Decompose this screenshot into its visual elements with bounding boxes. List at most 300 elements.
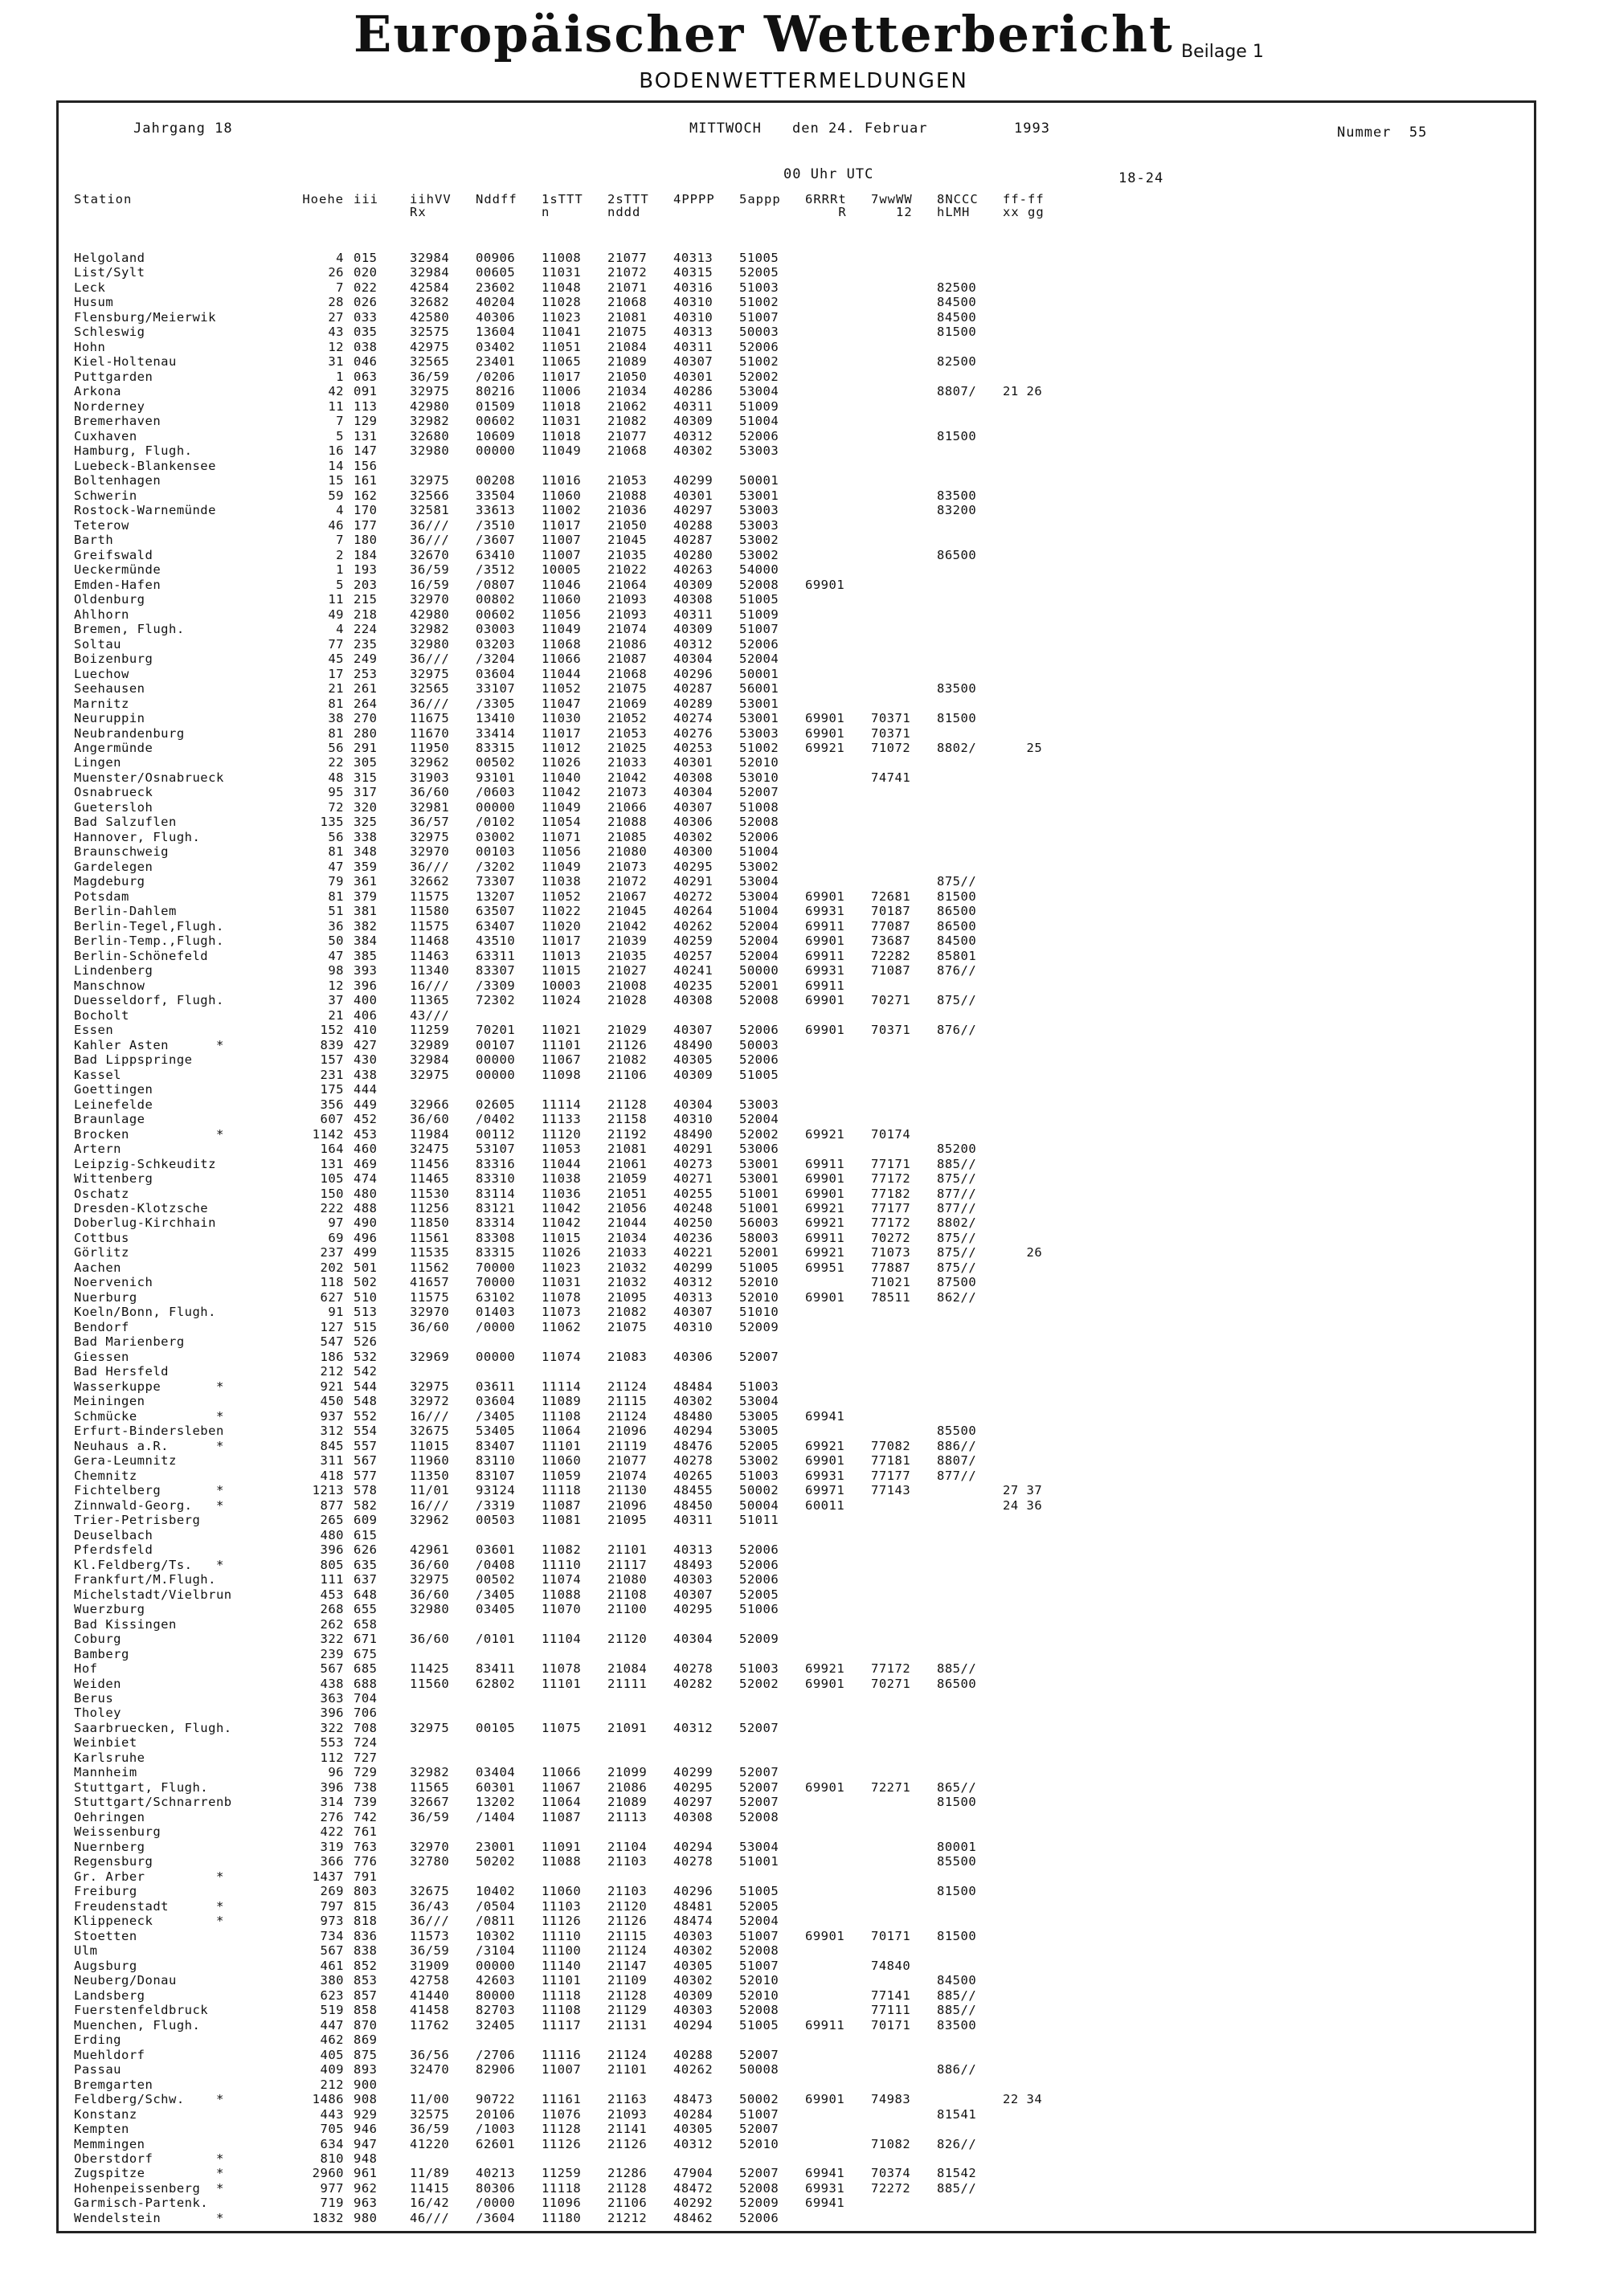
table-row — [74, 2166, 1069, 2180]
station-height: 131 — [320, 1156, 344, 1171]
group-8nccc — [937, 459, 1003, 473]
station-height: 797 — [320, 1898, 344, 1914]
group-4pppp — [673, 1082, 739, 1097]
group-nddff: 32405 — [476, 2017, 516, 2032]
station-height: 202 — [320, 1260, 344, 1275]
group-5appp: 51002 — [739, 295, 779, 310]
group-iihvv: 11350 — [410, 1468, 450, 1483]
group-ff — [1003, 1453, 1069, 1468]
group-4pppp: 40302 — [673, 1943, 714, 1959]
table-row — [74, 488, 1069, 503]
station-name: Schleswig — [74, 325, 145, 340]
table-row — [74, 2077, 1069, 2092]
group-4pppp — [673, 1647, 739, 1661]
table-row — [74, 1290, 1069, 1305]
group-7wwww — [871, 2196, 937, 2210]
group-nddff: 13410 — [476, 711, 516, 726]
group-8nccc: 886// — [937, 2062, 977, 2077]
group-ff — [1003, 1082, 1069, 1097]
group-ff — [1003, 1899, 1069, 1914]
table-row — [74, 1587, 1069, 1602]
group-1sttt: 11030 — [542, 711, 582, 726]
table-row — [74, 1558, 1069, 1572]
group-6rrrt — [805, 354, 871, 369]
group-7wwww — [871, 340, 937, 354]
group-nddff: 03611 — [476, 1379, 516, 1394]
station-height: 607 — [320, 1112, 344, 1127]
station-name: Hohn — [74, 339, 106, 354]
group-2sttt: 21089 — [607, 354, 648, 370]
group-1sttt — [542, 1869, 607, 1884]
station-height: 269 — [320, 1884, 344, 1899]
group-2sttt: 21056 — [607, 1201, 648, 1215]
group-ff — [1003, 874, 1069, 889]
group-4pppp — [673, 2077, 739, 2092]
station-name: Potsdam — [74, 889, 129, 904]
group-2sttt: 21050 — [607, 369, 648, 384]
group-4pppp: 40294 — [673, 1424, 714, 1439]
group-8nccc — [937, 1542, 1003, 1557]
group-5appp: 52007 — [739, 2122, 779, 2137]
group-ff — [1003, 1558, 1069, 1572]
group-iihvv: 32575 — [410, 325, 450, 340]
group-iihvv — [410, 1869, 476, 1884]
group-iihvv: 32966 — [410, 1097, 450, 1112]
station-height: 15 — [328, 473, 344, 488]
group-7wwww — [871, 1869, 937, 1884]
group-1sttt: 11024 — [542, 993, 582, 1008]
group-1sttt: 11021 — [542, 1023, 582, 1038]
group-7wwww — [871, 978, 937, 993]
group-ff — [1003, 1201, 1069, 1215]
station-height: 311 — [320, 1453, 344, 1469]
group-8nccc: 83500 — [937, 488, 977, 503]
group-5appp — [739, 1617, 805, 1632]
station-id: 869 — [354, 2032, 378, 2048]
group-7wwww — [871, 1379, 937, 1394]
group-6rrrt — [805, 1869, 871, 1884]
group-7wwww — [871, 1350, 937, 1364]
group-8nccc: 81500 — [937, 428, 977, 443]
station-name: Magdeburg — [74, 874, 145, 889]
group-4pppp — [673, 1706, 739, 1720]
group-1sttt: 11056 — [542, 607, 582, 622]
group-1sttt: 11067 — [542, 1779, 582, 1795]
group-8nccc — [937, 755, 1003, 770]
group-ff — [1003, 2107, 1069, 2122]
station-name: Osnabrueck — [74, 785, 153, 800]
station-id: 359 — [354, 859, 378, 874]
table-row — [74, 978, 1069, 993]
group-ff — [1003, 1068, 1069, 1082]
group-1sttt: 11007 — [542, 547, 582, 562]
group-4pppp: 40309 — [673, 577, 714, 592]
group-ff — [1003, 1350, 1069, 1364]
station-id: 453 — [354, 1126, 378, 1142]
station-height: 81 — [328, 844, 344, 860]
group-2sttt: 21036 — [607, 503, 648, 518]
group-5appp: 52007 — [739, 2166, 779, 2181]
group-iihvv: 32982 — [410, 1765, 450, 1780]
group-iihvv: 11530 — [410, 1186, 450, 1201]
group-iihvv: 32962 — [410, 755, 450, 770]
group-1sttt: 11007 — [542, 2062, 582, 2077]
group-5appp: 50002 — [739, 1483, 779, 1498]
station-id: 184 — [354, 547, 378, 562]
group-6rrrt: 69901 — [805, 725, 845, 741]
group-6rrrt — [805, 1334, 871, 1349]
station-name: Oehringen — [74, 1809, 145, 1824]
station-name: Kl.Feldberg/Ts. * — [74, 1557, 224, 1572]
group-nddff: /3204 — [476, 652, 516, 667]
group-5appp — [739, 1824, 805, 1839]
group-1sttt: 11060 — [542, 488, 582, 503]
station-name: List/Sylt — [74, 265, 145, 280]
station-height: 1213 — [312, 1483, 344, 1498]
group-5appp: 51004 — [739, 414, 779, 429]
station-height: 845 — [320, 1438, 344, 1453]
group-8nccc: 876// — [937, 963, 977, 978]
group-1sttt: 11118 — [542, 1988, 582, 2003]
group-nddff — [476, 1528, 542, 1542]
group-nddff: /3510 — [476, 517, 516, 533]
group-6rrrt: 69971 — [805, 1483, 845, 1498]
station-height: 16 — [328, 443, 344, 459]
station-id: 502 — [354, 1275, 378, 1290]
group-8nccc: 885// — [937, 2180, 977, 2196]
group-1sttt: 11013 — [542, 948, 582, 963]
group-2sttt — [607, 2151, 673, 2166]
table-row — [74, 711, 1069, 725]
group-4pppp: 40264 — [673, 904, 714, 919]
group-4pppp: 40236 — [673, 1230, 714, 1245]
group-iihvv: 36/59 — [410, 2122, 450, 2137]
group-8nccc — [937, 1127, 1003, 1142]
station-height: 461 — [320, 1958, 344, 1973]
group-4pppp: 40296 — [673, 1884, 714, 1899]
group-5appp: 52002 — [739, 1126, 779, 1142]
station-height: 396 — [320, 1779, 344, 1795]
date-label: den 24. Februar — [792, 121, 928, 137]
group-4pppp — [673, 459, 739, 473]
group-5appp — [739, 1706, 805, 1720]
group-2sttt: 21045 — [607, 533, 648, 548]
group-nddff: 00000 — [476, 799, 516, 815]
col-header-6rrrt: 6RRRt R — [805, 192, 847, 219]
group-1sttt: 11087 — [542, 1809, 582, 1824]
station-name: Bendorf — [74, 1319, 129, 1334]
group-5appp: 52010 — [739, 1289, 779, 1305]
observation-time-label: 00 Uhr UTC — [783, 166, 874, 182]
table-row — [74, 414, 1069, 428]
group-5appp — [739, 1691, 805, 1706]
group-2sttt: 21147 — [607, 1958, 648, 1973]
group-nddff: 80000 — [476, 1988, 516, 2003]
group-6rrrt — [805, 622, 871, 636]
group-2sttt: 21085 — [607, 829, 648, 844]
group-6rrrt — [805, 2003, 871, 2017]
station-id: 582 — [354, 1497, 378, 1513]
group-8nccc — [937, 562, 1003, 577]
group-5appp: 52006 — [739, 1023, 779, 1038]
group-1sttt: 11104 — [542, 1632, 582, 1647]
group-8nccc: 82500 — [937, 280, 977, 295]
group-nddff: /0603 — [476, 785, 516, 800]
group-7wwww — [871, 1721, 937, 1735]
group-nddff: 72302 — [476, 993, 516, 1008]
station-name: Ueckermünde — [74, 562, 162, 578]
group-2sttt: 21039 — [607, 934, 648, 949]
group-5appp: 51007 — [739, 2106, 779, 2122]
table-row — [74, 2032, 1069, 2047]
group-7wwww — [871, 429, 937, 443]
group-1sttt: 11071 — [542, 829, 582, 844]
group-1sttt: 11062 — [542, 1319, 582, 1334]
group-iihvv: 32675 — [410, 1884, 450, 1899]
group-iihvv: 32984 — [410, 1052, 450, 1068]
station-height: 12 — [328, 339, 344, 354]
group-nddff: /0408 — [476, 1557, 516, 1572]
group-iihvv: 11456 — [410, 1156, 450, 1171]
group-ff — [1003, 1409, 1069, 1424]
group-8nccc — [937, 1364, 1003, 1379]
group-1sttt: 11118 — [542, 1483, 582, 1498]
group-ff — [1003, 652, 1069, 666]
group-6rrrt — [805, 2151, 871, 2166]
group-ff — [1003, 637, 1069, 652]
group-5appp — [739, 1751, 805, 1765]
group-ff — [1003, 1260, 1069, 1275]
group-5appp: 52002 — [739, 1676, 779, 1691]
station-name: Seehausen — [74, 681, 145, 697]
group-8nccc — [937, 2077, 1003, 2092]
group-iihvv: 42584 — [410, 280, 450, 295]
group-iihvv: 32780 — [410, 1854, 450, 1869]
group-7wwww — [871, 1884, 937, 1898]
group-nddff: 63311 — [476, 948, 516, 963]
group-nddff: 03203 — [476, 636, 516, 652]
col-header-1sttt: 1sTTT n — [542, 192, 583, 219]
group-iihvv: 11960 — [410, 1453, 450, 1469]
group-2sttt — [607, 2032, 673, 2047]
group-5appp: 52006 — [739, 2210, 779, 2225]
group-iihvv: 32970 — [410, 844, 450, 860]
group-ff — [1003, 370, 1069, 384]
table-row — [74, 1632, 1069, 1646]
station-height: 43 — [328, 325, 344, 340]
group-1sttt — [542, 1082, 607, 1097]
group-8nccc — [937, 815, 1003, 829]
group-2sttt: 21059 — [607, 1171, 648, 1187]
group-ff — [1003, 414, 1069, 428]
table-row — [74, 815, 1069, 829]
table-row — [74, 652, 1069, 666]
table-row — [74, 1201, 1069, 1215]
group-nddff: 83314 — [476, 1215, 516, 1231]
group-iihvv: 36/// — [410, 696, 450, 711]
group-iihvv: 36/// — [410, 859, 450, 874]
group-6rrrt — [805, 1647, 871, 1661]
group-6rrrt — [805, 1721, 871, 1735]
group-8nccc: 862// — [937, 1289, 977, 1305]
station-id: 382 — [354, 918, 378, 934]
station-height: 14 — [328, 458, 344, 473]
group-7wwww: 77177 — [871, 1201, 911, 1215]
group-1sttt: 11180 — [542, 2210, 582, 2225]
group-2sttt: 21106 — [607, 2196, 648, 2211]
group-4pppp: 40248 — [673, 1201, 714, 1215]
group-nddff: 83307 — [476, 963, 516, 978]
group-7wwww — [871, 1632, 937, 1646]
group-ff — [1003, 800, 1069, 815]
station-id: 438 — [354, 1067, 378, 1082]
table-row — [74, 2151, 1069, 2166]
group-iihvv: 11/01 — [410, 1483, 450, 1498]
group-4pppp: 40301 — [673, 488, 714, 503]
group-ff: 25 — [1003, 740, 1043, 755]
table-row — [74, 741, 1069, 755]
group-nddff — [476, 1751, 542, 1765]
station-name: Nuernberg — [74, 1839, 145, 1854]
group-ff — [1003, 726, 1069, 741]
group-iihvv: 32975 — [410, 384, 450, 399]
group-4pppp: 40221 — [673, 1245, 714, 1260]
group-iihvv: 36/// — [410, 1914, 450, 1929]
group-1sttt — [542, 1528, 607, 1542]
group-8nccc: 885// — [937, 1661, 977, 1677]
group-2sttt: 21095 — [607, 1513, 648, 1528]
group-2sttt — [607, 1751, 673, 1765]
group-4pppp: 40305 — [673, 1958, 714, 1973]
table-row — [74, 1320, 1069, 1334]
group-iihvv: 11015 — [410, 1438, 450, 1453]
group-1sttt: 11103 — [542, 1898, 582, 1914]
table-row — [74, 2062, 1069, 2077]
group-8nccc — [937, 1334, 1003, 1349]
group-8nccc — [937, 2032, 1003, 2047]
col-header-ff: ff-ff xx gg — [1003, 192, 1045, 219]
group-5appp: 51011 — [739, 1513, 779, 1528]
group-1sttt: 11044 — [542, 666, 582, 681]
group-6rrrt — [805, 637, 871, 652]
group-2sttt: 21077 — [607, 428, 648, 443]
group-4pppp — [673, 1751, 739, 1765]
group-5appp: 52004 — [739, 652, 779, 667]
table-row — [74, 622, 1069, 636]
group-nddff: 63507 — [476, 904, 516, 919]
station-id: 147 — [354, 443, 378, 459]
group-2sttt: 21033 — [607, 1245, 648, 1260]
group-8nccc: 84500 — [937, 295, 977, 310]
group-5appp: 53004 — [739, 384, 779, 399]
group-nddff: 03604 — [476, 1394, 516, 1409]
group-nddff: 80306 — [476, 2180, 516, 2196]
station-name: Emden-Hafen — [74, 577, 162, 592]
group-iihvv — [410, 2151, 476, 2166]
station-name: Bamberg — [74, 1646, 129, 1661]
station-height: 56 — [328, 829, 344, 844]
group-1sttt: 11047 — [542, 696, 582, 711]
group-5appp: 50008 — [739, 2062, 779, 2077]
group-iihvv: 36/56 — [410, 2047, 450, 2062]
station-height: 1437 — [312, 1869, 344, 1884]
station-height: 418 — [320, 1468, 344, 1483]
group-nddff: /0000 — [476, 1319, 516, 1334]
group-6rrrt — [805, 1513, 871, 1527]
group-2sttt: 21192 — [607, 1126, 648, 1142]
group-iihvv: 36/59 — [410, 369, 450, 384]
group-4pppp: 48455 — [673, 1483, 714, 1498]
group-7wwww — [871, 860, 937, 874]
station-height: 734 — [320, 1928, 344, 1943]
station-id: 170 — [354, 503, 378, 518]
station-name: Zugspitze * — [74, 2166, 224, 2181]
col-header-station: Station — [74, 192, 133, 206]
group-8nccc: 875// — [937, 993, 977, 1008]
group-4pppp: 40294 — [673, 2017, 714, 2032]
group-2sttt: 21051 — [607, 1186, 648, 1201]
group-6rrrt — [805, 1142, 871, 1156]
group-iihvv: 16/// — [410, 1408, 450, 1424]
station-name: Kassel — [74, 1067, 121, 1082]
group-8nccc — [937, 1869, 1003, 1884]
station-id: 510 — [354, 1289, 378, 1305]
group-ff — [1003, 963, 1069, 978]
group-iihvv: 32972 — [410, 1394, 450, 1409]
group-8nccc: 826// — [937, 2136, 977, 2151]
group-1sttt — [542, 2077, 607, 2092]
group-6rrrt — [805, 607, 871, 622]
group-nddff: 00000 — [476, 1067, 516, 1082]
group-1sttt: 11002 — [542, 503, 582, 518]
group-1sttt: 11015 — [542, 1230, 582, 1245]
group-8nccc — [937, 1824, 1003, 1839]
group-ff — [1003, 889, 1069, 904]
group-5appp: 53001 — [739, 488, 779, 503]
table-row — [74, 830, 1069, 844]
group-iihvv — [410, 1691, 476, 1706]
group-1sttt: 11056 — [542, 844, 582, 860]
group-2sttt: 21080 — [607, 1572, 648, 1587]
group-7wwww — [871, 414, 937, 428]
group-5appp: 52007 — [739, 1349, 779, 1364]
group-8nccc: 86500 — [937, 904, 977, 919]
table-row — [74, 1691, 1069, 1706]
group-7wwww — [871, 2122, 937, 2136]
group-2sttt: 21100 — [607, 1602, 648, 1617]
station-name: Bad Lippspringe — [74, 1052, 193, 1068]
group-6rrrt — [805, 340, 871, 354]
group-2sttt: 21008 — [607, 978, 648, 993]
group-5appp: 51008 — [739, 799, 779, 815]
group-nddff: 00000 — [476, 1052, 516, 1068]
station-height: 11 — [328, 398, 344, 414]
group-1sttt — [542, 1706, 607, 1720]
group-8nccc: 877// — [937, 1201, 977, 1215]
station-id: 578 — [354, 1483, 378, 1498]
station-name: Flensburg/Meierwik — [74, 309, 216, 325]
group-4pppp: 40308 — [673, 592, 714, 607]
group-2sttt: 21099 — [607, 1765, 648, 1780]
group-2sttt: 21115 — [607, 1394, 648, 1409]
group-2sttt: 21080 — [607, 844, 648, 860]
station-height: 312 — [320, 1424, 344, 1439]
group-7wwww — [871, 533, 937, 547]
station-id: 020 — [354, 265, 378, 280]
group-7wwww — [871, 607, 937, 622]
group-iihvv: 16/59 — [410, 577, 450, 592]
station-name: Muenster/Osnabrueck — [74, 770, 224, 785]
